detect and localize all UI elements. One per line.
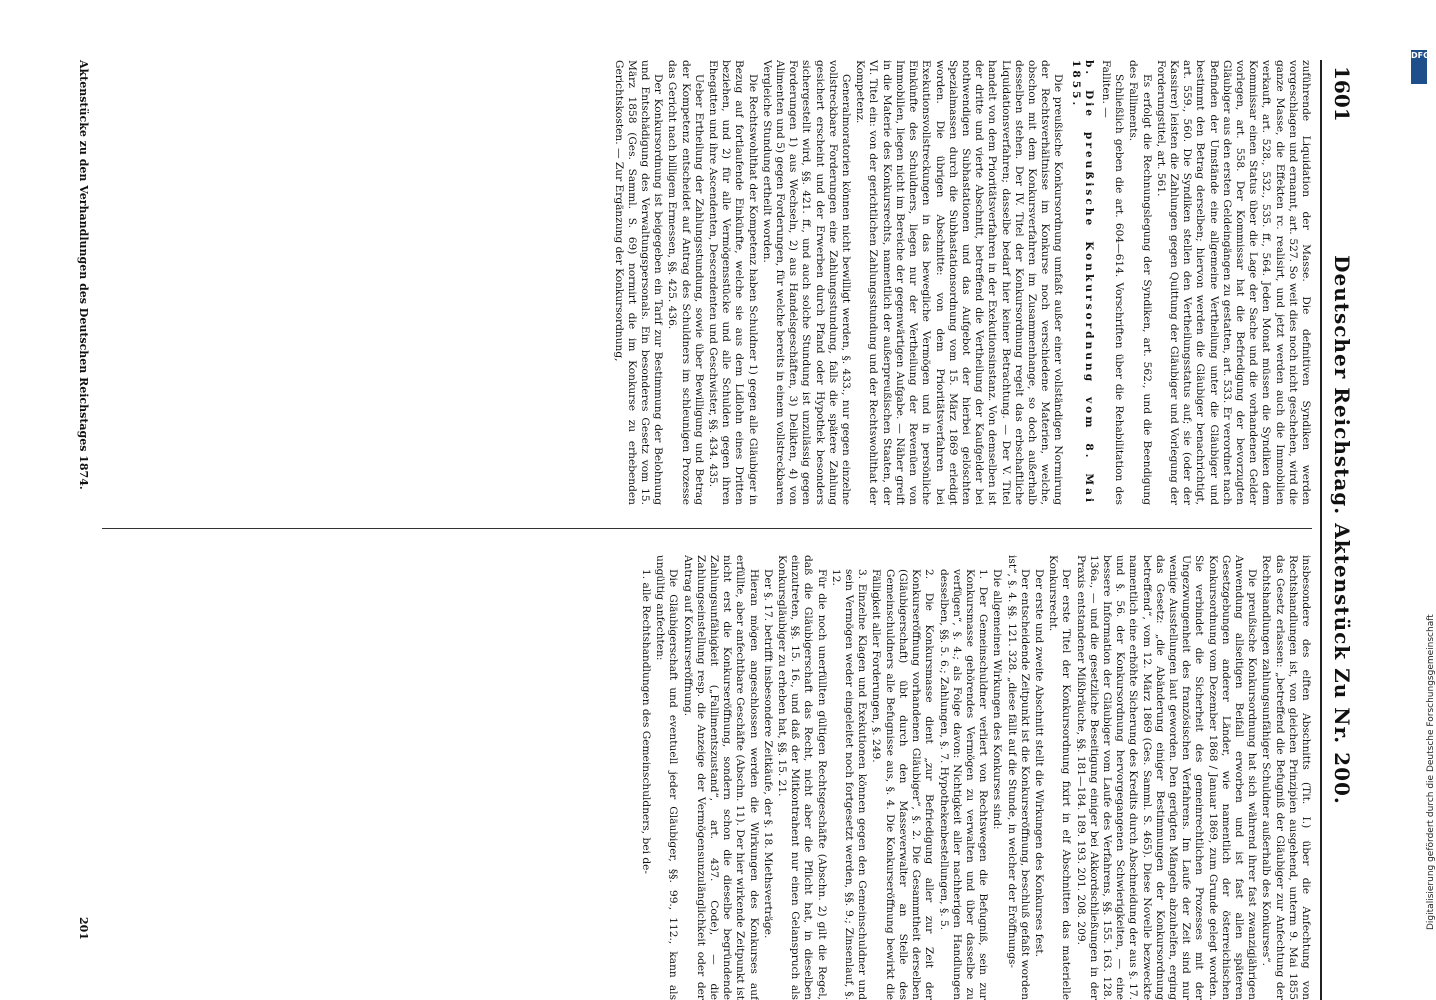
dfg-logo: DFG <box>1411 50 1427 84</box>
paragraph: Die preußische Konkursordnung umfaßt außer einer vollständigen Normirung der Rechtsverhältnisse im Konkurse noch verschiedene Materien, welche, obschon mit dem Konkursverfahren im Zusammenhange, so doch außerhalb desselben stehen. Der IV. Titel der Konkursordnung regelt das erbschaftliche Liquidationsverfahren; dasselbe bedarf hier keiner Betrachtung. — Der V. Titel handelt von dem Prioritätsverfahren in der Exekutionsinstanz. Von demselben ist der dritte und vierte Abschnitt, betreffend die Vertheilung der Kaufgelder bei nothwendigen Subhastationen und das Aufgebot der hierbei gelöschten Spezialmassen durch die Subhastationsordnung vom 15. März 1869 erledigt worden. Die übrigen Abschnitte: von dem Prioritätsverfahren bei Exekutionsvollstreckungen in das bewegliche Vermögen und in persönliche Einkünfte des Schuldners, liegen nur der Vertheilung der Revenüen von Immobilien, liegen nicht im Bereiche der gegenwärtigen Aufgabe. — Näher greift in die Materie des Konkursrechts, namentlich der außerpreußischen Staaten, der VI. Titel ein: von der gerichtlichen Zahlungsstundung und der Rechtswohlthat der Kompetenz. <box>854 60 1065 505</box>
paragraph: Die Gläubigerschaft und eventuell jeder Gläubiger, §§. 99., 112., kann als ungültig anfechten: <box>654 555 680 1000</box>
page-title: Deutscher Reichstag. Aktenstück Zu Nr. 200. <box>1330 255 1354 805</box>
paragraph: 3. Einzelne Klagen und Exekutionen können gegen den Gemeinschuldner und sein Vermögen weder eingeleitet noch fortgesetzt werden, §§. 9.; Zinsenlauf, §. 12. <box>829 569 869 1000</box>
left-text-column <box>610 60 1312 505</box>
paragraph: Die allgemeinen Wirkungen des Konkurses sind: <box>991 569 1004 830</box>
paragraph: 2. Die Konkursmasse dient „zur Befriedigung aller zur Zeit der Konkurseröffnung vorhandenen Gläubiger“, §. 2. Die Gesammtheit derselben (Gläubigerschaft) übt durch den Masseverwalter an Stelle des Gemeinschuldners alle Befugnisse aus, §. 4. Die Konkurseröffnung bewirkt die Fälligkeit aller Forderungen, §. 249. <box>870 569 936 1000</box>
paragraph: Ueber Ertheilung der Zahlungsstundung, sowie über Bewilligung und Betrag der Kompetenz entscheidet auf Antrag des Schuldners im schleunigen Prozesse das Gericht nach billigem Ermessen, §§. 425. 436. <box>666 60 705 505</box>
section-heading: b. Die preußische Konkursordnung vom 8. Mai 1855. <box>1069 60 1095 505</box>
paragraph: Für die noch unerfüllten gültigen Rechtsgeschäfte (Abschn. 2) gilt die Regel, daß die Gläubigerschaft das Recht, nicht aber die Pflicht hat, in dieselben einzutreten, §§. 15. 16., und daß der Mitkontrahent nur einen Gelanspruch als Konkursgläubiger zu erheben hat, §§. 15. 21. <box>776 555 828 1000</box>
digitization-text: Digitalisierung gefördert durch die Deutsche Forschungsgemeinschaft <box>1426 614 1436 930</box>
paragraph: Hieran mögen angeschlossen werden die Wirkungen des Konkurses auf erfüllte, aber anfechtbare Geschäfte (Abschn. 11). Der hier wirkende Zeitpunkt ist nicht erst die Konkurseröffnung, sondern schon die dieselbe begründende Zahlungsunfähigkeit („Fallimentszustand“, art. 437. Code), — die Zahlungseinstellung resp. die Anzeige der Vermögensunzulänglichkeit oder der Antrag auf Konkurseröffnung. <box>681 555 760 1000</box>
right-text-column <box>638 555 1312 1000</box>
paragraph: Der erste Titel der Konkursordnung fixirt in elf Abschnitten das materielle Konkursrecht. <box>1047 555 1073 1000</box>
paragraph: Generalmoratorien können nicht bewilligt werden, §. 433., nur gegen einzelne vollstreckbare Forderungen eine Zahlungsstundung, falls die spätere Zahlung gesichert erscheint und der Erwerben durch Pfand oder Hypothek besonders sichergestellt wird, §§. 421. ff., und auch solche Stundung ist unzulässig gegen Forderungen 1) aus Wechseln, 2) aus Handelsgeschäften, 3) Delikten, 4) von Alimenten und 5) gegen Forderungen, für welche bereits in einem vollstreckbaren Vergleiche Stundung ertheilt worden. <box>760 60 853 505</box>
paragraph: insbesondere des elften Abschnitts (Tit. I.) über die Anfechtung von Rechtshandlungen ist, von gleichen Prinzipien ausgehend, unterm 9. Mai 1855 das Gesetz erlassen: „betreffend die Befugniß der Gläubiger zur Anfechtung der Rechtshandlungen zahlungsunfähiger Schuldner außerhalb des Konkurses“. <box>1260 555 1312 1000</box>
digitization-note <box>1408 50 1436 950</box>
paragraph: 1. alle Rechtshandlungen des Gemeinschuldners, bei de- <box>640 569 653 874</box>
page-number: 1601 <box>1330 66 1354 122</box>
footer-page-mark: 201 <box>77 917 90 940</box>
paragraph: 1. Der Gemeinschuldner verliert von Rechtswegen die Befugniß, sein zur Konkursmasse gehörendes Vermögen zu verwalten und über dasselbe zu verfügen“, §. 4.; als Folge davon: Nichtigkeit aller nachherigen Handlungen desselben, §§. 5. 6.; Zahlungen, §. 7. Hypothekenbestellungen, §. 5. <box>937 569 990 1000</box>
paragraph: zuführende Liquidation der Masse. Die definitiven Syndiken werden vorgeschlagen und ernannt, art. 527. So weit dies noch nicht geschehen, wird die ganze Masse, die Effekten rc. realisirt, und jetzt werden auch die Immobilien verkauft, art. 528., 532., 535. ff., 564. Jeden Monat müssen die Syndiken dem Kommissar einen Status über die Lage der Sache und die vorhandenen Gelder vorlegen, art. 558. Der Kommissar hat die Befriedigung der bevorzugten Gläubiger aus den ersten Geldeingängen zu gestatten, art. 533. Er verordnet nach Befinden der Umstände eine allgemeine Vertheilung unter die Gläubiger und bestimmt den Betrag derselben; hiervon werden die Gläubiger benachrichtigt, art. 559., 560. Die Syndiken stellen den Vertheilungsstatus auf; sie (oder der Kassirer) leisten die Zahlungen gegen Quittung der Gläubiger und Vorlegung der Forderungstitel, art. 561. <box>1154 60 1312 505</box>
paragraph: Der §. 17. betrifft insbesondere Zeitkäufe, der §. 18. Miethsverträge. <box>761 569 774 939</box>
footer-note: Aktenstücke zu den Verhandlungen des Deutschen Reichstages 1874. <box>77 60 90 490</box>
paragraph: Es erfolgt die Rechnungslegung der Syndiken, art. 562., und die Beendigung des Falliments. <box>1127 60 1153 505</box>
paragraph: Schließlich geben die art. 604—614. Vorschriften über die Rehabilitation des Falliten. — <box>1099 60 1126 505</box>
paragraph: Der Konkursordnung ist beigegeben ein Tarif zur Bestimmung der Belohnung und Entschädigung des Verwaltungspersonals. Ein besonderes Gesetz vom 15. März 1858 (Ges. Samml. S. 69) normirt die im Konkurse zu erhebenden Gerichtskosten. — Zur Ergänzung der Konkursordnung, <box>612 60 665 505</box>
column-divider <box>102 528 1312 529</box>
paragraph: Der erste und zweite Abschnitt stellt die Wirkungen des Konkurses fest. <box>1032 569 1045 957</box>
paragraph: Der entscheidende Zeitpunkt ist die Konkurseröffnung, beschluß gefaßt worden ist“, §. 4. §§. 121. 328. „diese fällt auf die Stunde, in welcher der Eröffnungs- <box>1005 555 1031 1000</box>
paragraph: Die Rechtswohlthat der Kompetenz haben Schuldner 1) gegen alle Gläubiger in Bezug auf fortlaufende Einkünfte, welche sie aus dem Lidlohn eines Dritten beziehen, und 2) für alle Vermögensstücke und alle Schulden gegen ihren Ehegatten und ihre Ascendenten, Descendenten und Geschwister, §§. 434. 435. <box>707 60 759 505</box>
page-header <box>1320 60 1360 1000</box>
paragraph: Die preußische Konkursordnung hat sich während ihrer fast zwanzigjährigen Anwendung allseitigen Beifall erworben und ist fast allen späteren Gesetzgebungen anderer Länder, wie namentlich der österreichischen Konkursordnung vom Dezember 1868 / Januar 1869, zum Grunde gelegt worden. Sie verbindet die Sicherheit des gemeinrechtlichen Prozesses mit der Ungezwungenheit des französischen Verfahrens. Im Laufe der Zeit sind nur wenige Ausstellungen laut geworden. Den gerügten Mängeln abzuhelfen, erging das Gesetz: „die Abänderung einiger Bestimmungen der Konkursordnung betreffend“, vom 12. März 1869 (Ges. Samml. S. 465). Diese Novelle bezweckte namentlich eine erhöhte Sicherung des Kredits durch Abschneidung der aus §. 17. und §. 56. der Konkursordnung hervorgegangenen Schwierigkeiten, — eine bessere Information der Gläubiger vom Laufe des Verfahrens, §§. 155. 163. 128. 136a., — und die gesetzliche Beseitigung einiger bei Akkordschließungen in der Praxis entstandener Mißbräuche, §§. 181—184. 189. 193. 201. 208. 209. <box>1074 555 1259 1000</box>
document-page <box>0 60 1360 1000</box>
